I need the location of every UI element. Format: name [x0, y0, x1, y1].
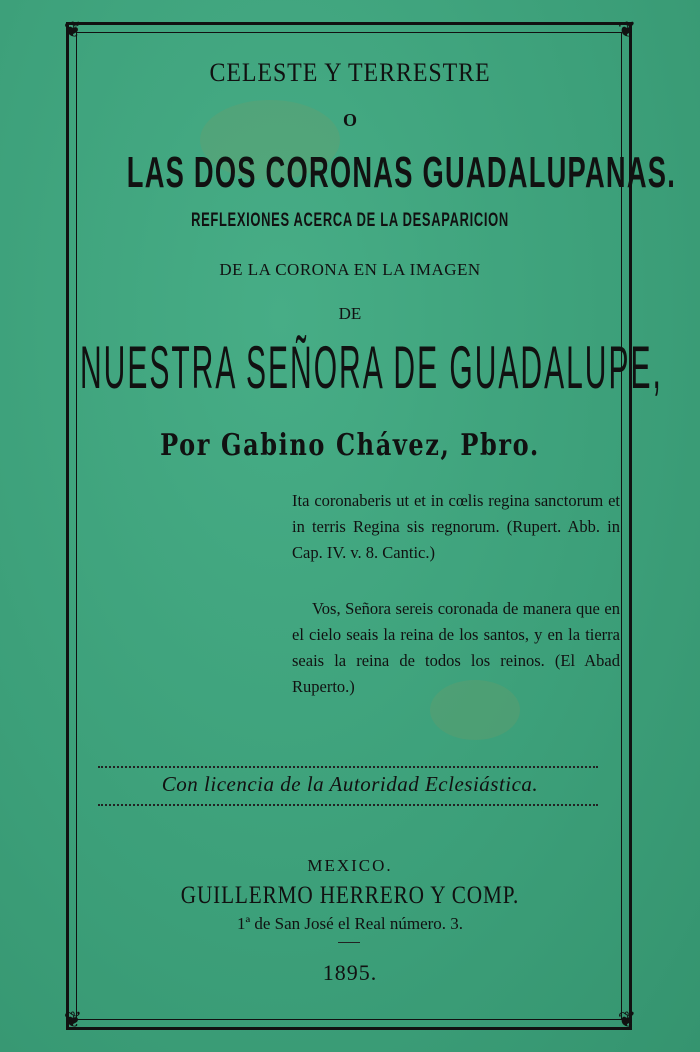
spanish-epigraph: Vos, Señora sereis coronada de manera que en el cielo seais la reina de los santos, y en la tierra seais la reina de todos los reinos. (El Abad Ruperto.)	[292, 599, 620, 696]
corner-ornament-icon: ❦	[63, 1008, 83, 1033]
publisher-name: GUILLERMO HERRERO Y COMP.	[180, 882, 520, 909]
author-line: Por Gabino Chávez, Pbro.	[160, 428, 540, 463]
short-rule	[338, 942, 360, 943]
secondary-title: NUESTRA SEÑORA DE GUADALUPE,	[80, 334, 663, 401]
corner-ornament-icon: ❦	[617, 1008, 637, 1033]
publication-year: 1895.	[322, 960, 378, 985]
dotted-rule-top	[98, 766, 598, 768]
publisher-address: 1ª de San José el Real número. 3.	[236, 914, 464, 933]
subtitle-line-1: REFLEXIONES ACERCA DE LA DESAPARICION	[191, 210, 509, 231]
license-line: Con licencia de la Autoridad Eclesiástica.	[161, 772, 539, 796]
subtitle-line-3: DE	[338, 304, 362, 323]
corner-ornament-icon: ❦	[617, 18, 637, 43]
dotted-rule-bottom	[98, 804, 598, 806]
corner-ornament-icon: ❦	[63, 18, 83, 43]
publisher-city: MEXICO.	[307, 856, 393, 875]
title-line-2: O	[342, 110, 357, 130]
subtitle-line-2: DE LA CORONA EN LA IMAGEN	[219, 260, 481, 279]
main-title: LAS DOS CORONAS GUADALUPANAS.	[126, 148, 677, 197]
title-line-1: CELESTE Y TERRESTRE	[209, 58, 491, 87]
latin-epigraph: Ita coronaberis ut et in cœlis regina sanctorum et in terris Regina sis regnorum. (Rupert. Abb. in Cap. IV. v. 8. Cantic.)	[292, 491, 620, 562]
